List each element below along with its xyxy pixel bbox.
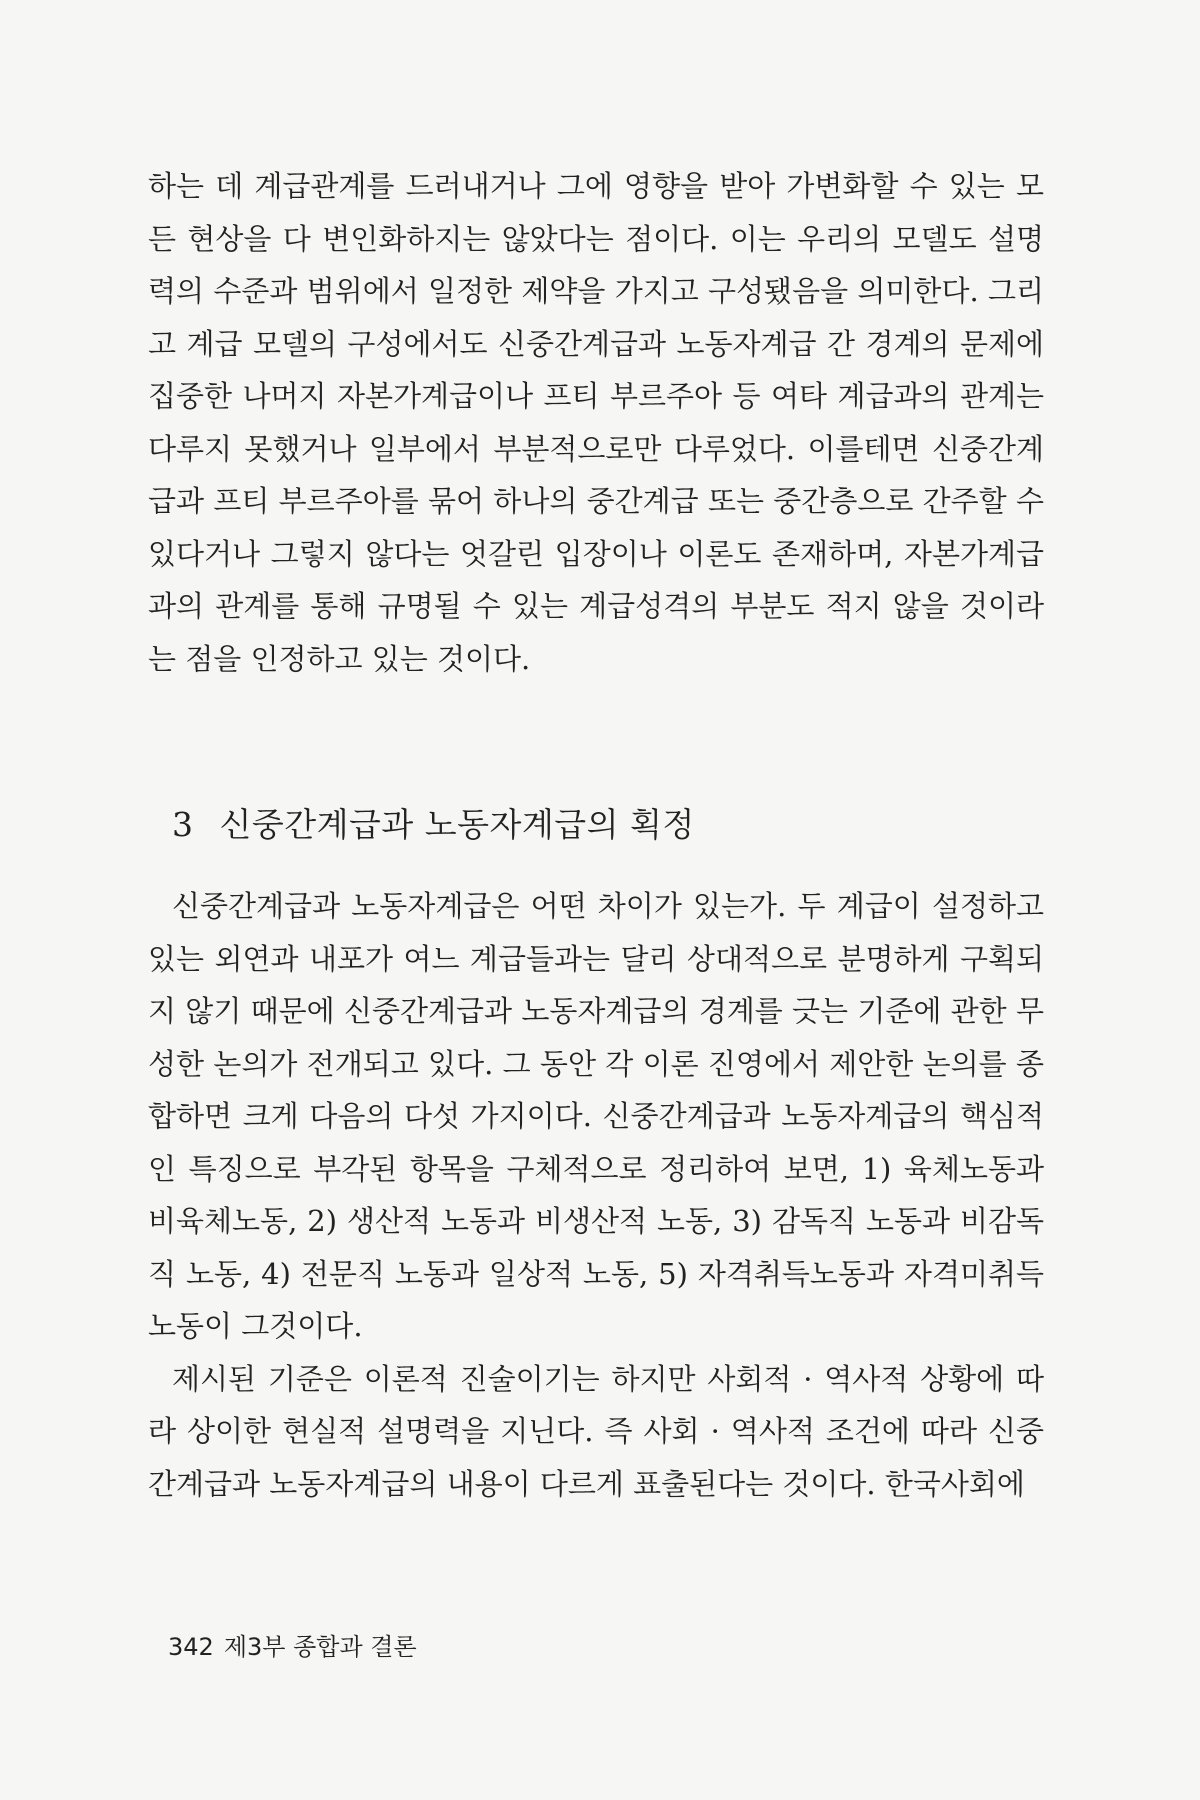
- paragraph: 제시된 기준은 이론적 진술이기는 하지만 사회적 · 역사적 상황에 따라 상이한 현실적 설명력을 지닌다. 즉 사회 · 역사적 조건에 따라 신중간계급과 노동자계급의 내용이 다르게 표출된다는 것이다. 한국사회에: [148, 1361, 1044, 1501]
- body-text-top: [148, 160, 1044, 685]
- section-number: 3: [172, 805, 194, 844]
- page-number: 342: [168, 1633, 214, 1661]
- section-title: 신중간계급과 노동자계급의 획정: [219, 805, 695, 844]
- section-heading: [172, 805, 695, 845]
- page-footer: [168, 1632, 417, 1662]
- paragraph: 신중간계급과 노동자계급은 어떤 차이가 있는가. 두 계급이 설정하고 있는 외연과 내포가 여느 계급들과는 달리 상대적으로 분명하게 구획되지 않기 때문에 신중간계급과 노동자계급의 경계를 긋는 기준에 관한 무성한 논의가 전개되고 있다. 그 동안 각 이론 진영에서 제안한 논의를 종합하면 크게 다음의 다섯 가지이다. 신중간계급과 노동자계급의 핵심적인 특징으로 부각된 항목을 구체적으로 정리하여 보면, 1) 육체노동과 비육체노동, 2) 생산적 노동과 비생산적 노동, 3) 감독직 노동과 비감독직 노동, 4) 전문직 노동과 일상적 노동, 5) 자격취득노동과 자격미취득 노동이 그것이다.: [148, 889, 1044, 1343]
- running-footer-title: 제3부 종합과 결론: [223, 1633, 417, 1661]
- paragraph: 하는 데 계급관계를 드러내거나 그에 영향을 받아 가변화할 수 있는 모든 현상을 다 변인화하지는 않았다는 점이다. 이는 우리의 모델도 설명력의 수준과 범위에서 일정한 제약을 가지고 구성됐음을 의미한다. 그리고 계급 모델의 구성에서도 신중간계급과 노동자계급 간 경계의 문제에 집중한 나머지 자본가계급이나 프티 부르주아 등 여타 계급과의 관계는 다루지 못했거나 일부에서 부분적으로만 다루었다. 이를테면 신중간계급과 프티 부르주아를 묶어 하나의 중간계급 또는 중간층으로 간주할 수 있다거나 그렇지 않다는 엇갈린 입장이나 이론도 존재하며, 자본가계급과의 관계를 통해 규명될 수 있는 계급성격의 부분도 적지 않을 것이라는 점을 인정하고 있는 것이다.: [148, 169, 1044, 676]
- body-text-bottom: [148, 880, 1044, 1510]
